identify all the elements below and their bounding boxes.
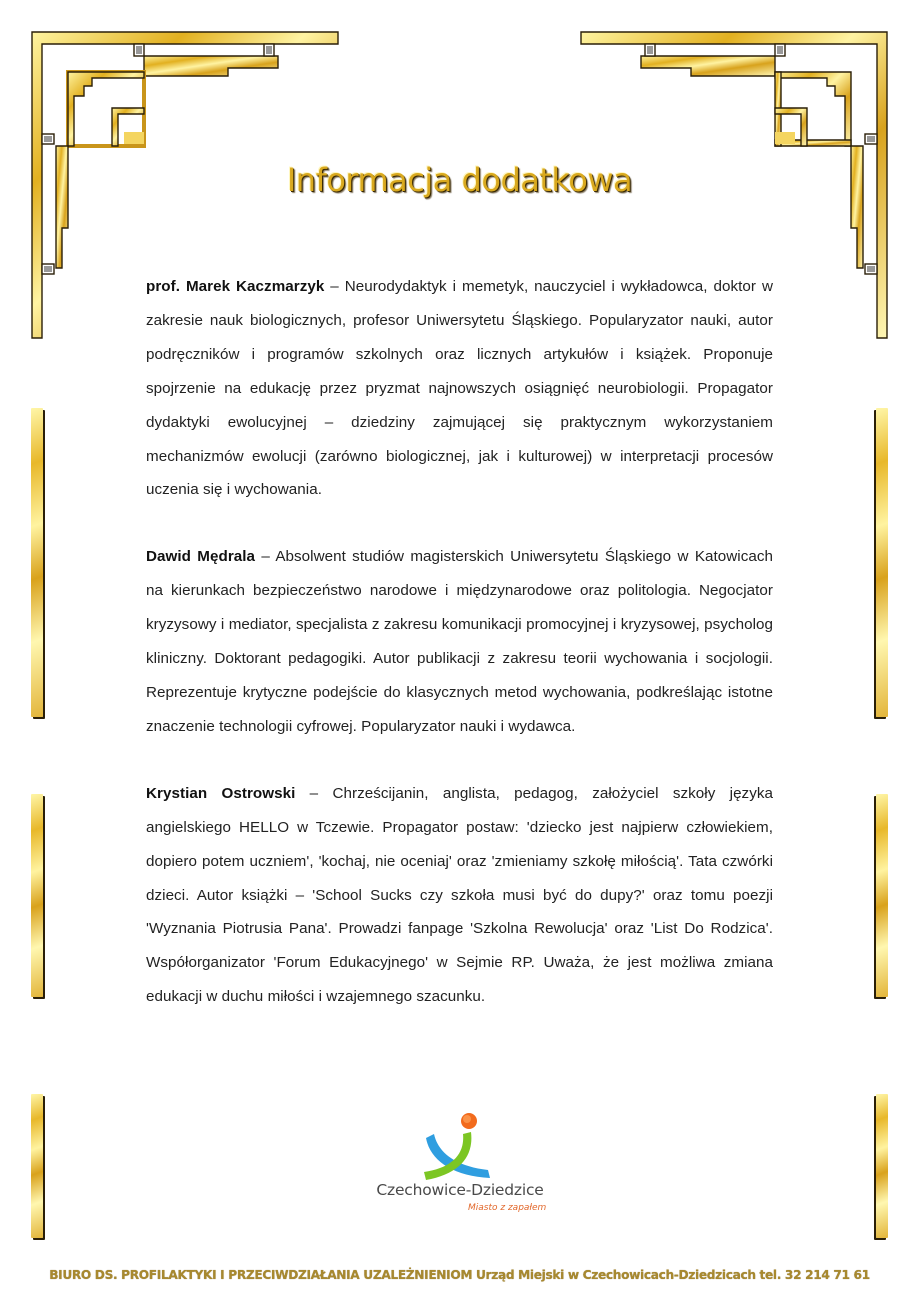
bio-text: – Neurodydaktyk i memetyk, nauczyciel i wykładowca, doktor w zakresie nauk biologicznych, profesor Uniwersytetu Śląskiego. Popularyzator nauki, autor podręczników i programów szkolnych oraz licznych artykułów i książek. Proponuje spojrzenie na edukację przez pryzmat najnowszych osiągnięć neurobiologii. Propagator dydaktyki ewolucyjnej – dziedziny zajmującej się praktycznym wykorzystaniem mechanizmów ewolucji (zarówno biologicznej, jak i kulturowej) w interpretacji procesów uczenia się i wychowania. (146, 278, 773, 499)
city-logo (368, 1108, 552, 1220)
city-logo-tagline: Miasto z zapałem (468, 1203, 547, 1213)
bio-name: Krystian Ostrowski (146, 784, 296, 802)
bio-text: – Chrześcijanin, anglista, pedagog, założyciel szkoły języka angielskiego HELLO w Tczewie. Propagator postaw: 'dziecko jest najpierw człowiekiem, dopiero potem uczniem', 'kochaj, nie oceniaj' oraz 'zmieniamy szkołę miłością'. Tata czwórki dzieci. Autor książki – 'School Sucks czy szkoła musi być do dupy?' oraz tomu poezji 'Wyznania Piotrusia Pana'. Prowadzi fanpage 'Szkolna Rewolucja' oraz 'List Do Rodzica'. Współorganizator 'Forum Edukacyjnego' w Sejmie RP. Uważa, że jest możliwa zmiana edukacji w duchu miłości i wzajemnego szacunku. (146, 784, 773, 1006)
gold-side-bar-right-3 (876, 1094, 888, 1238)
gold-side-bar-right-1 (876, 408, 888, 717)
page-title: Informacja dodatkowa (286, 161, 633, 200)
city-logo-name: Czechowice-Dziedzice (376, 1181, 544, 1199)
gold-side-bar-left-1 (31, 408, 43, 717)
bio-name: Dawid Mędrala (146, 548, 256, 566)
gold-side-bar-left-2 (31, 794, 43, 997)
gold-side-bar-right-2 (876, 794, 888, 997)
bio-paragraph (146, 540, 773, 743)
footer-contact: BIURO DS. PROFILAKTYKI I PRZECIWDZIAŁANIA UZALEŻNIENIOM Urząd Miejski w Czechowicach-Dziedzicach tel. 32 214 71 61 (49, 1268, 870, 1282)
bio-paragraph (146, 270, 773, 507)
gold-side-bar-left-3 (31, 1094, 43, 1238)
bio-paragraph (146, 777, 773, 1014)
bio-name: prof. Marek Kaczmarzyk (146, 278, 325, 295)
bio-text: – Absolwent studiów magisterskich Uniwersytetu Śląskiego w Katowicach na kierunkach bezpieczeństwo narodowe i międzynarodowe oraz politologia. Negocjator kryzysowy i mediator, specjalista z zakresu komunikacji promocyjnej i kryzysowej, psycholog kliniczny. Doktorant pedagogiki. Autor publikacji z zakresu teorii wychowania i socjologii. Reprezentuje krytyczne podejście do klasycznych metod wychowania, podkreślając istotne znaczenie technologii cyfrowej. Popularyzator nauki i wydawca. (146, 548, 773, 735)
bios-section (146, 270, 773, 1047)
city-logo-icon (368, 1108, 552, 1180)
